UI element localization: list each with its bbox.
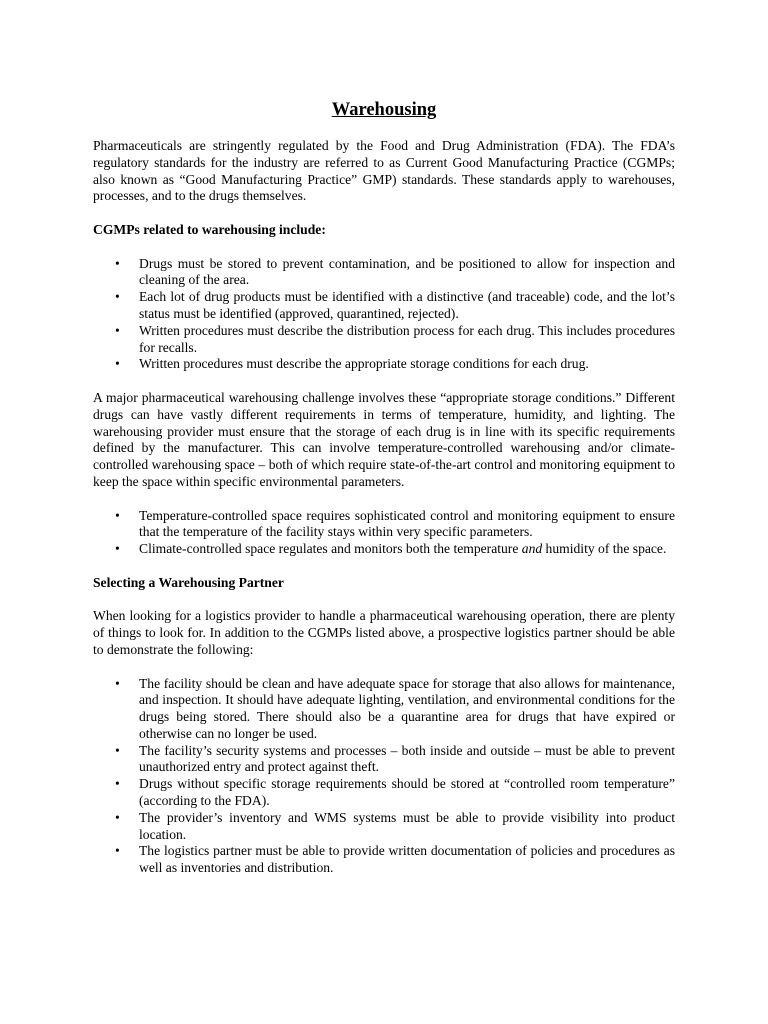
spacer [93, 373, 675, 390]
bullet-icon: • [115, 541, 120, 557]
cgmp-heading: CGMPs related to warehousing include: [93, 221, 326, 237]
challenge-paragraph: A major pharmaceutical warehousing challenge involves these “appropriate storage conditions.” Different drugs can have vastly different requirements in terms of temperature, humidity, and lighting. The warehousing provider must ensure that the storage of each drug is in line with its specific requirements defined by the manufacturer. This can involve temperature-controlled warehousing and/or climate-controlled warehousing space – both of which require state-of-the-art control and monitoring equipment to keep the space within specific environmental parameters. [93, 389, 675, 489]
spacer [93, 205, 675, 222]
list-item-text: Written procedures must describe the distribution process for each drug. This includes procedures for recalls. [139, 322, 675, 355]
bullet-icon: • [115, 776, 120, 792]
list-item-text-start: Climate-controlled space regulates and monitors both the temperature [139, 541, 522, 557]
list-item-text: Drugs without specific storage requirements should be stored at “controlled room temperature” (according to the FDA). [139, 776, 675, 809]
document-page [93, 98, 675, 877]
list-item-text: The provider’s inventory and WMS systems must be able to provide visibility into product location. [139, 809, 675, 842]
spacer [93, 592, 675, 609]
list-item [93, 541, 675, 558]
list-item-text: The logistics partner must be able to provide written documentation of policies and procedures as well as inventories and distribution. [139, 843, 675, 876]
spacer [93, 558, 675, 575]
bullet-icon: • [115, 809, 120, 825]
list-item-text: Temperature-controlled space requires sophisticated control and monitoring equipment to ensure that the temperature of the facility stays within very specific parameters. [139, 507, 675, 540]
list-item [93, 776, 675, 810]
list-item-text: Written procedures must describe the appropriate storage conditions for each drug. [139, 356, 589, 372]
list-item [93, 843, 675, 877]
list-item [93, 289, 675, 323]
bullet-icon: • [115, 843, 120, 859]
list-item [93, 256, 675, 290]
partner-heading: Selecting a Warehousing Partner [93, 574, 284, 590]
list-item-text: The facility should be clean and have adequate space for storage that also allows for maintenance, and inspection. It should have adequate lighting, ventilation, and environmental conditions for the drugs being stored. There should also be a quarantine area for drugs that have expired or otherwise can no longer be used. [139, 675, 675, 741]
bullet-icon: • [115, 289, 120, 305]
space-list [93, 508, 675, 558]
cgmp-list [93, 256, 675, 374]
list-item-text: Drugs must be stored to prevent contamination, and be positioned to allow for inspection and cleaning of the area. [139, 255, 675, 288]
list-item [93, 323, 675, 357]
list-item [93, 356, 675, 373]
partner-paragraph: When looking for a logistics provider to handle a pharmaceutical warehousing operation, there are plenty of things to look for. In addition to the CGMPs listed above, a prospective logistics partner should be able to demonstrate the following: [93, 608, 675, 657]
list-item-text: The facility’s security systems and processes – both inside and outside – must be able to prevent unauthorized entry and protect against theft. [139, 742, 675, 775]
spacer [93, 239, 675, 256]
intro-paragraph: Pharmaceuticals are stringently regulated by the Food and Drug Administration (FDA). The FDA’s regulatory standards for the industry are referred to as Current Good Manufacturing Practice (CGMPs; also known as “Good Manufacturing Practice” GMP) standards. These standards apply to warehouses, processes, and to the drugs themselves. [93, 138, 675, 204]
bullet-icon: • [115, 322, 120, 338]
bullet-icon: • [115, 255, 120, 271]
spacer [93, 659, 675, 676]
list-item [93, 508, 675, 542]
bullet-icon: • [115, 507, 120, 523]
list-item-text: Each lot of drug products must be identified with a distinctive (and traceable) code, and the lot’s status must be identified (approved, quarantined, rejected). [139, 289, 675, 321]
emphasis-text: and [521, 541, 543, 557]
list-item [93, 676, 675, 743]
spacer [93, 491, 675, 508]
page-title: Warehousing [331, 100, 437, 120]
partner-list [93, 676, 675, 878]
bullet-icon: • [115, 356, 120, 372]
list-item-text-end: humidity of the space. [542, 541, 667, 557]
list-item [93, 743, 675, 777]
list-item [93, 810, 675, 844]
bullet-icon: • [115, 675, 120, 691]
bullet-icon: • [115, 742, 120, 758]
